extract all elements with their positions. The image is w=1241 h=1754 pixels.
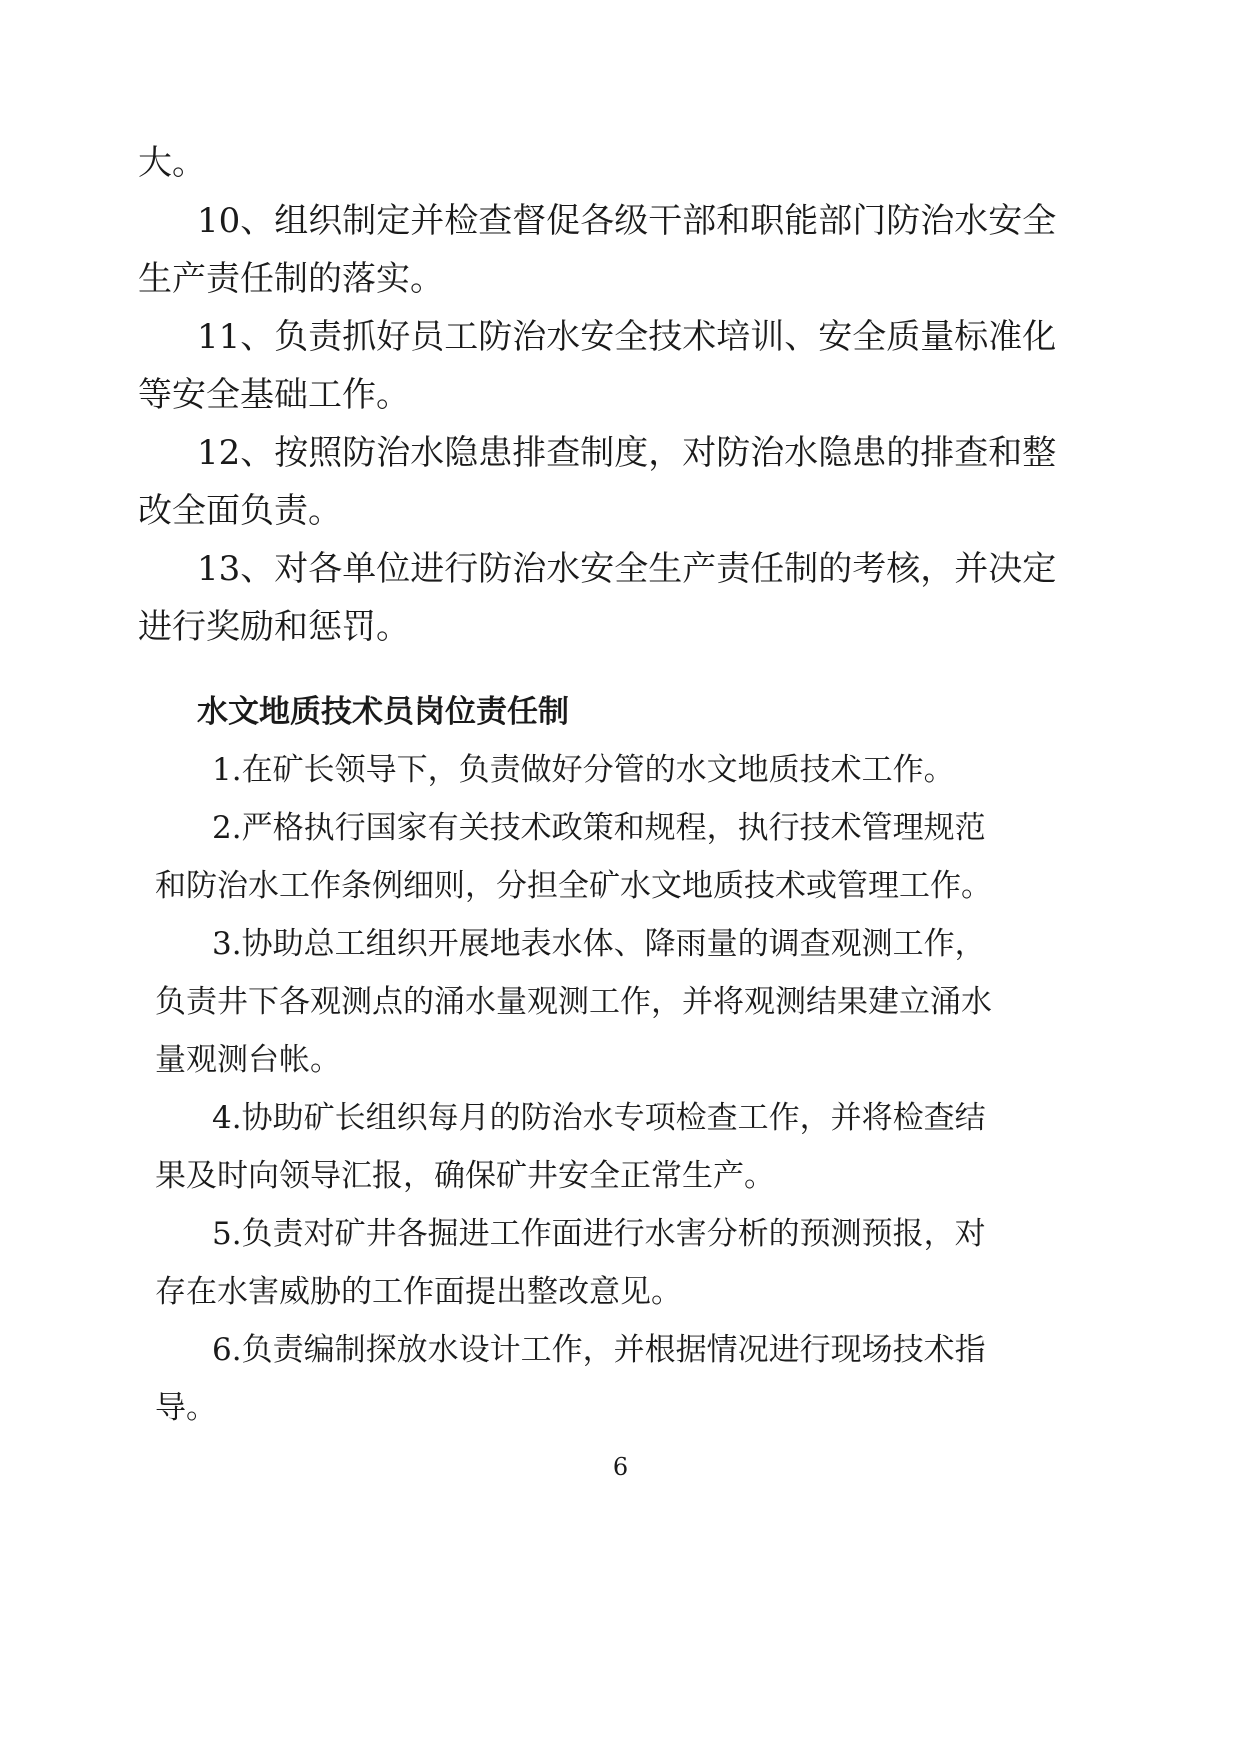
section-line: 存在水害威胁的工作面提出整改意见。 xyxy=(155,1274,682,1310)
section-line: 2.严格执行国家有关技术政策和规程，执行技术管理规范 xyxy=(212,810,986,846)
section-title: 水文地质技术员岗位责任制 xyxy=(197,694,569,730)
section-line: 3.协助总工组织开展地表水体、降雨量的调查观测工作， xyxy=(212,926,986,962)
text-line: 进行奖励和惩罚。 xyxy=(138,607,410,647)
page-number: 6 xyxy=(612,1453,629,1481)
text-line: 改全面负责。 xyxy=(138,491,342,531)
section-line: 6.负责编制探放水设计工作，并根据情况进行现场技术指 xyxy=(212,1332,986,1368)
text-line: 11、负责抓好员工防治水安全技术培训、安全质量标准化 xyxy=(197,317,1057,357)
text-line: 12、按照防治水隐患排查制度，对防治水隐患的排查和整 xyxy=(197,433,1057,473)
section-line: 果及时向领导汇报，确保矿井安全正常生产。 xyxy=(155,1158,775,1194)
section-line: 负责井下各观测点的涌水量观测工作，并将观测结果建立涌水 xyxy=(155,984,992,1020)
section-line: 1.在矿长领导下，负责做好分管的水文地质技术工作。 xyxy=(212,752,955,788)
section-line: 和防治水工作条例细则，分担全矿水文地质技术或管理工作。 xyxy=(155,868,992,904)
text-line: 大。 xyxy=(138,143,206,183)
text-line: 等安全基础工作。 xyxy=(138,375,410,415)
section-line: 5.负责对矿井各掘进工作面进行水害分析的预测预报，对 xyxy=(212,1216,986,1252)
section-line: 4.协助矿长组织每月的防治水专项检查工作，并将检查结 xyxy=(212,1100,986,1136)
text-line: 10、组织制定并检查督促各级干部和职能部门防治水安全 xyxy=(197,201,1057,241)
section-line: 量观测台帐。 xyxy=(155,1042,341,1078)
text-line: 生产责任制的落实。 xyxy=(138,259,444,299)
section-line: 导。 xyxy=(155,1390,217,1426)
text-line: 13、对各单位进行防治水安全生产责任制的考核，并决定 xyxy=(197,549,1057,589)
